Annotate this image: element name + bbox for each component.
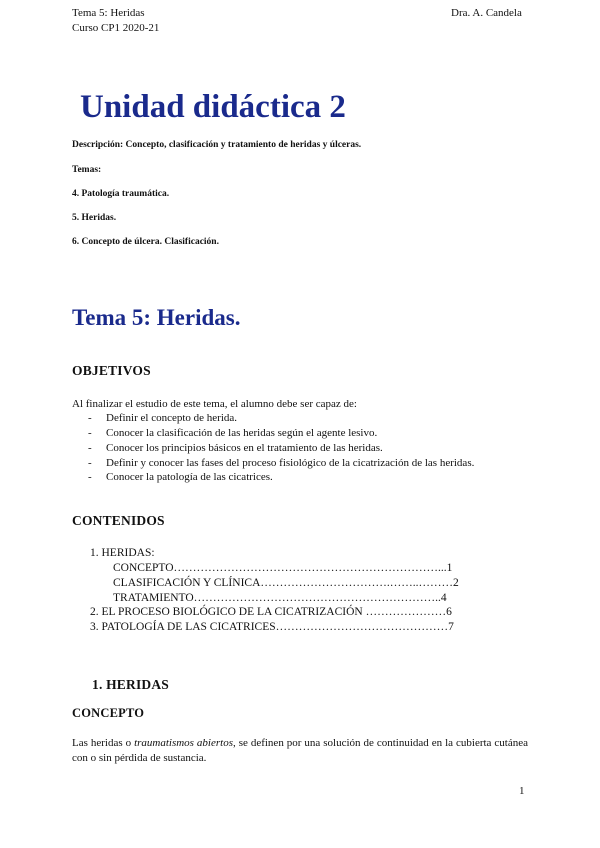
toc-item: 1. HERIDAS: <box>90 547 155 559</box>
tema-title: Tema 5: Heridas. <box>72 305 241 330</box>
page-number: 1 <box>519 785 525 797</box>
unit-title: Unidad didáctica 2 <box>80 89 346 125</box>
topic-item: 5. Heridas. <box>72 213 117 223</box>
toc-item: CONCEPTO……………………………………………………………...1 <box>113 562 453 574</box>
objetivos-heading: OBJETIVOS <box>72 363 151 378</box>
toc-item: 3. PATOLOGÍA DE LAS CICATRICES………………………………………7 <box>90 621 454 633</box>
topic-item: 6. Concepto de úlcera. Clasificación. <box>72 237 219 247</box>
toc-item: 2. EL PROCESO BIOLÓGICO DE LA CICATRIZACIÓN …………………6 <box>90 606 452 618</box>
section-heading: 1. HERIDAS <box>92 677 170 692</box>
unit-description: Descripción: Concepto, clasificación y tratamiento de heridas y úlceras. <box>72 140 362 150</box>
topics-label: Temas: <box>72 165 102 175</box>
objetivos-intro: Al finalizar el estudio de este tema, el alumno debe ser capaz de: <box>72 398 357 410</box>
topic-item: 4. Patología traumática. <box>72 189 170 199</box>
section-subheading: CONCEPTO <box>72 706 145 720</box>
header-course: Curso CP1 2020-21 <box>72 22 160 34</box>
concept-paragraph: Las heridas o traumatismos abiertos, se definen por una solución de continuidad en la cubierta cutánea con o sin pérdida de sustancia. <box>72 737 528 764</box>
toc-item: CLASIFICACIÓN Y CLÍNICA…………………………….……..………2 <box>113 577 459 589</box>
header-title: Tema 5: Heridas <box>72 7 145 19</box>
contenidos-heading: CONTENIDOS <box>72 513 165 528</box>
toc-item: TRATAMIENTO………………………………………………………..4 <box>113 592 447 604</box>
header-author: Dra. A. Candela <box>451 7 522 19</box>
